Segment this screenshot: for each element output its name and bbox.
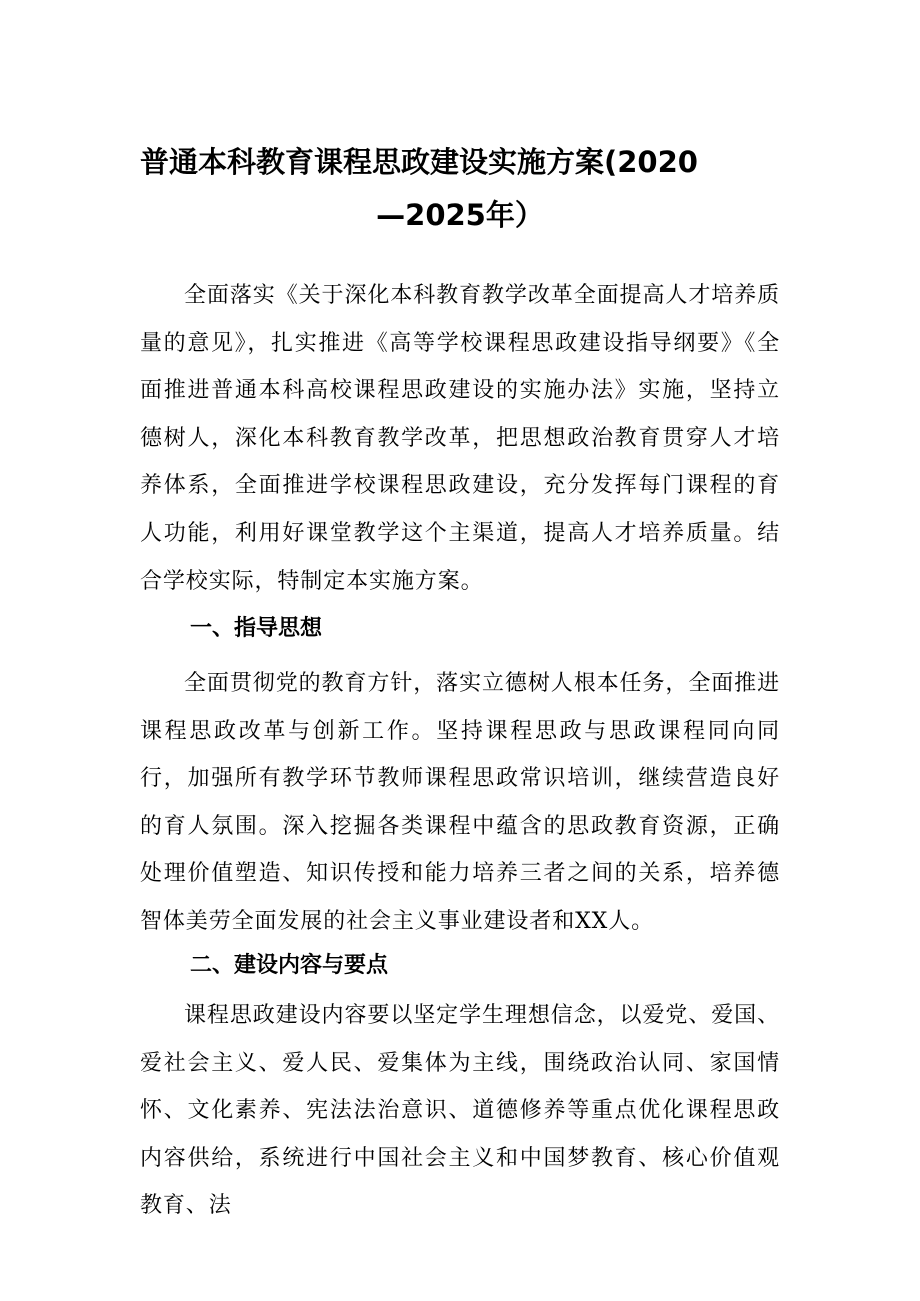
document-title-line-1: 普通本科教育课程思政建设实施方案(2020	[140, 145, 698, 179]
document-title-line-2: —2025年）	[376, 198, 544, 232]
section-body-construction-content: 课程思政建设内容要以坚定学生理想信念，以爱党、爱国、爱社会主义、爱人民、爱集体为主线，围绕政治认同、家国情怀、文化素养、宪法法治意识、道德修养等重点优化课程思政内容供给，系统进行中国社会主义和中国梦教育、核心价值观教育、法	[140, 1003, 780, 1219]
section-body-guiding-ideology: 全面贯彻党的教育方针，落实立德树人根本任务，全面推进课程思政改革与创新工作。坚持课程思政与思政课程同向同行，加强所有教学环节教师课程思政常识培训，继续营造良好的育人氛围。深入挖掘各类课程中蕴含的思政教育资源，正确处理价值塑造、知识传授和能力培养三者之间的关系，培养德智体美劳全面发展的社会主义事业建设者和XX人。	[140, 671, 780, 934]
section-heading-construction-content: 二、建设内容与要点	[190, 953, 389, 978]
intro-paragraph: 全面落实《关于深化本科教育教学改革全面提高人才培养质量的意见》，扎实推进《高等学校课程思政建设指导纲要》《全面推进普通本科高校课程思政建设的实施办法》实施，坚持立德树人，深化本科教育教学改革，把思想政治教育贯穿人才培养体系，全面推进学校课程思政建设，充分发挥每门课程的育人功能，利用好课堂教学这个主渠道，提高人才培养质量。结合学校实际，特制定本实施方案。	[140, 283, 780, 594]
section-heading-guiding-ideology: 一、指导思想	[190, 616, 323, 641]
